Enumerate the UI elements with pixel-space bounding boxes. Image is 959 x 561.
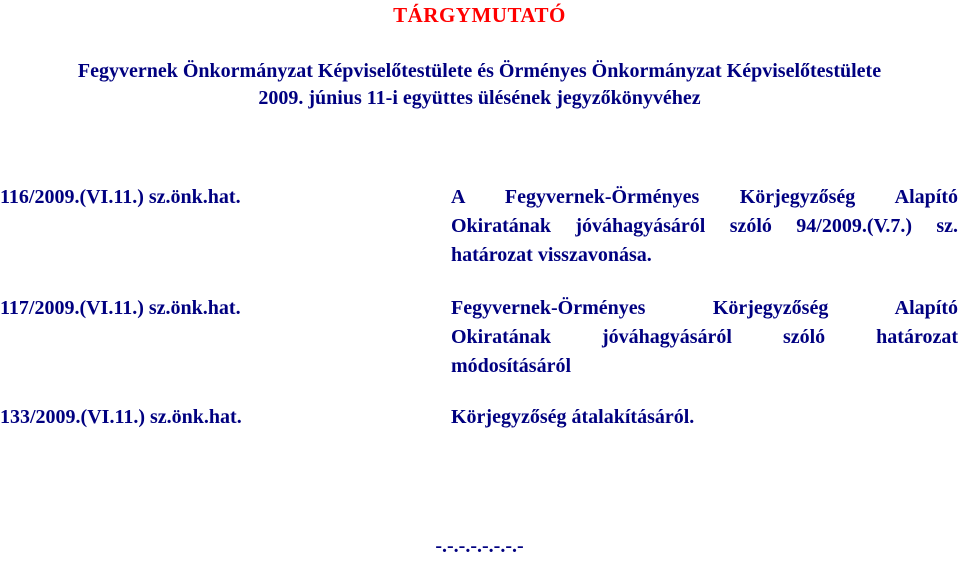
subtitle-line-1: Fegyvernek Önkormányzat Képviselőtestülete és Örményes Önkormányzat Képviselőtestülete — [77, 60, 882, 82]
document-title: TÁRGYMUTATÓ — [393, 3, 566, 27]
subject-line: A Fegyvernek-Örményes Körjegyzőség Alapító — [451, 186, 958, 208]
resolution-subject — [451, 294, 958, 381]
subtitle-line-2: 2009. június 11-i együttes ülésének jegyzőkönyvéhez — [258, 87, 701, 109]
subject-line: határozat visszavonása. — [451, 244, 652, 266]
resolution-subject — [451, 403, 958, 432]
resolution-number: 133/2009.(VI.11.) sz.önk.hat. — [0, 406, 242, 428]
end-separator: -.-.-.-.-.-.-.- — [435, 535, 524, 557]
resolution-number: 116/2009.(VI.11.) sz.önk.hat. — [0, 186, 241, 208]
subject-line: Körjegyzőség átalakításáról. — [451, 406, 695, 428]
document-subtitle — [0, 58, 959, 112]
subject-line: módosításáról — [451, 355, 571, 377]
resolution-number: 117/2009.(VI.11.) sz.önk.hat. — [0, 297, 241, 319]
subject-line: Okiratának jóváhagyásáról szóló határozat — [451, 326, 958, 348]
resolution-subject — [451, 183, 958, 270]
subject-line: Fegyvernek-Örményes Körjegyzőség Alapító — [451, 297, 958, 319]
subject-line: Okiratának jóváhagyásáról szóló 94/2009.(V.7.) sz. — [451, 215, 958, 237]
